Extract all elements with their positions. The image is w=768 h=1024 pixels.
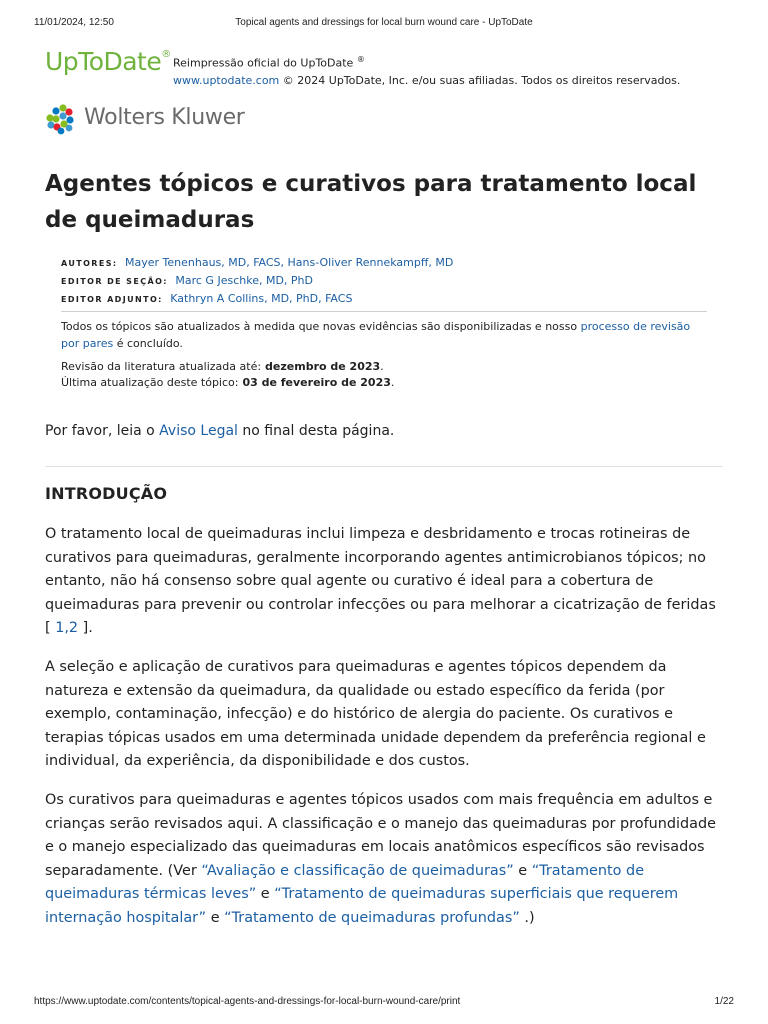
deputy-editor-label: EDITOR ADJUNTO: bbox=[61, 295, 163, 304]
lit-review-row: Revisão da literatura atualizada até: dezembro de 2023. bbox=[61, 360, 384, 373]
section-divider bbox=[45, 466, 723, 467]
review-end: é concluído. bbox=[116, 337, 183, 350]
peer-review-link[interactable]: processo de revisão por pares bbox=[61, 320, 691, 350]
authors-link[interactable]: Mayer Tenenhaus, MD, FACS, Hans-Oliver Rennekampff, MD bbox=[125, 256, 454, 269]
topic-link-minor-burns[interactable]: “Tratamento de queimaduras térmicas leves” bbox=[45, 862, 645, 902]
intro-paragraph-2: A seleção e aplicação de curativos para queimaduras e agentes tópicos dependem da natureza e extensão da queimadura, da qualidade ou estado específico da ferida (por exemplo, contaminação, infecção) e do histórico de alergia do paciente. Os curativos e terapias tópicas usados em uma determinada unidade dependem da preferência regional e individual, da experiência, da disponibilidade e dos custos. bbox=[45, 659, 706, 769]
deputy-editor-link[interactable]: Kathryn A Collins, MD, PhD, FACS bbox=[170, 292, 353, 305]
uptodate-logo[interactable]: UpToDate® bbox=[45, 47, 171, 76]
intro-paragraph-1: O tratamento local de queimaduras inclui limpeza e desbridamento e trocas rotineiras de curativos para queimaduras, geralmente incorporando agentes antimicrobianos tópicos; no entanto, não há consenso sobre qual agente ou curativo é ideal para a cobertura de queimaduras para prevenir ou controlar infecções ou para melhorar a cicatrização de feridas [ 1,2 ]. bbox=[45, 526, 716, 636]
peer-review-note bbox=[61, 318, 711, 352]
topic-link-deep-burns[interactable]: “Tratamento de queimaduras profundas” bbox=[224, 909, 520, 926]
section-heading-intro: INTRODUÇÃO bbox=[45, 484, 168, 503]
legal-notice-link[interactable]: Aviso Legal bbox=[159, 423, 238, 439]
topic-link-superficial-burns[interactable]: “Tratamento de queimaduras superficiais que requerem internação hospitalar” bbox=[45, 886, 679, 926]
print-date: 11/01/2024, 12:50 bbox=[34, 17, 114, 28]
copyright-text: © 2024 UpToDate, Inc. e/ou suas afiliadas. Todos os direitos reservados. bbox=[282, 73, 681, 87]
uptodate-site-link[interactable]: www.uptodate.com bbox=[173, 73, 280, 87]
authors-label: AUTORES: bbox=[61, 259, 118, 268]
topic-link-burn-classification[interactable]: “Avaliação e classificação de queimaduras” bbox=[201, 862, 514, 879]
page-number: 1/22 bbox=[714, 996, 734, 1007]
article-title: Agentes tópicos e curativos para tratamento local de queimaduras bbox=[45, 171, 697, 233]
deputy-editor-row bbox=[61, 290, 711, 308]
section-editor-link[interactable]: Marc G Jeschke, MD, PhD bbox=[175, 274, 313, 287]
reprint-line: Reimpressão oficial do UpToDate bbox=[173, 56, 354, 70]
last-update-row: Última atualização deste tópico: 03 de fevereiro de 2023. bbox=[61, 376, 395, 389]
section-editor-label: EDITOR DE SEÇÃO: bbox=[61, 277, 168, 286]
update-dates bbox=[61, 359, 711, 391]
lit-review-date: dezembro de 2023 bbox=[265, 360, 381, 373]
print-page-title: Topical agents and dressings for local burn wound care - UpToDate bbox=[235, 17, 533, 28]
print-url: https://www.uptodate.com/contents/topical-agents-and-dressings-for-local-burn-wound-care/print bbox=[34, 996, 461, 1007]
authors-row bbox=[61, 254, 711, 272]
article-contributors bbox=[61, 254, 711, 308]
review-text: Todos os tópicos são atualizados à medida que novas evidências são disponibilizadas e nosso bbox=[61, 320, 578, 333]
meta-divider bbox=[61, 311, 707, 312]
wk-wordmark: Wolters Kluwer bbox=[84, 105, 245, 130]
wk-globe-icon bbox=[45, 103, 79, 135]
reference-link[interactable]: 1,2 bbox=[55, 620, 79, 636]
intro-paragraph-3: Os curativos para queimaduras e agentes tópicos usados com mais frequência em adultos e crianças serão revisados aqui. A classificação e o manejo das queimaduras por profundidade e o manejo especializado das queimaduras em locais anatômicos específicos são revisados separadamente. (Ver “Avaliação e classificação de queimaduras” e “Tratamento de queimaduras térmicas leves” e “Tratamento de queimaduras superficiais que requerem internação hospitalar” e “Tratamento de queimaduras profundas” .) bbox=[45, 792, 716, 926]
reprint-notice: Reimpressão oficial do UpToDate ® www.uptodate.com © 2024 UpToDate, Inc. e/ou suas afiliadas. Todos os direitos reservados. bbox=[173, 55, 681, 87]
legal-notice: Por favor, leia o Aviso Legal no final desta página. bbox=[45, 423, 395, 439]
section-editor-row bbox=[61, 272, 711, 290]
last-update-date: 03 de fevereiro de 2023 bbox=[242, 376, 391, 389]
